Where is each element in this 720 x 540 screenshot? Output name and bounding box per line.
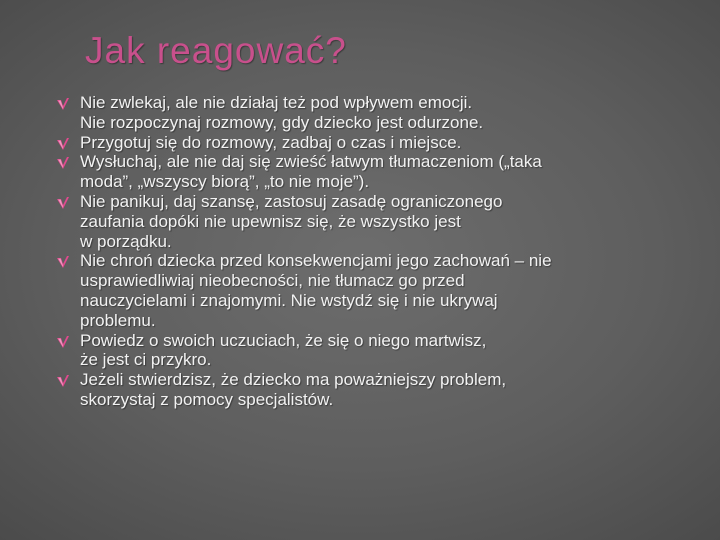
checkmark-v-icon — [56, 137, 70, 151]
bullet-text: Nie panikuj, daj szansę, zastosuj zasadę ograniczonego zaufania dopóki nie upewnisz się, że wszystko jest w porządku. — [80, 191, 503, 251]
list-item — [56, 93, 696, 133]
list-item — [56, 152, 696, 192]
checkmark-v-icon — [56, 156, 70, 170]
checkmark-v-icon — [56, 196, 70, 210]
list-item — [56, 370, 696, 410]
bullet-text: Nie zwlekaj, ale nie działaj też pod wpływem emocji. Nie rozpoczynaj rozmowy, gdy dziecko jest odurzone. — [80, 93, 484, 132]
bullet-text: Powiedz o swoich uczuciach, że się o niego martwisz, że jest ci przykro. — [80, 330, 487, 370]
list-item — [56, 192, 696, 251]
slide-title: Jak reagować? — [85, 30, 347, 71]
checkmark-v-icon — [56, 255, 70, 269]
checkmark-v-icon — [56, 374, 70, 388]
bullet-text: Jeżeli stwierdzisz, że dziecko ma poważniejszy problem, skorzystaj z pomocy specjalistów. — [80, 370, 507, 409]
list-item — [56, 133, 696, 153]
checkmark-v-icon — [56, 335, 70, 349]
bullet-text: Nie chroń dziecka przed konsekwencjami jego zachowań – nie usprawiedliwiaj nieobecności, nie tłumacz go przed nauczycielami i znajomymi. Nie wstydź się i nie ukrywaj problemu. — [80, 251, 552, 330]
checkmark-v-icon — [56, 97, 70, 111]
bullet-text: Wysłuchaj, ale nie daj się zwieść łatwym tłumaczeniom („taka moda”, „wszyscy biorą”, „to nie moje”). — [80, 152, 542, 192]
bullet-list — [56, 93, 696, 410]
bullet-text: Przygotuj się do rozmowy, zadbaj o czas i miejsce. — [80, 132, 462, 152]
list-item — [56, 251, 696, 330]
list-item — [56, 331, 696, 371]
